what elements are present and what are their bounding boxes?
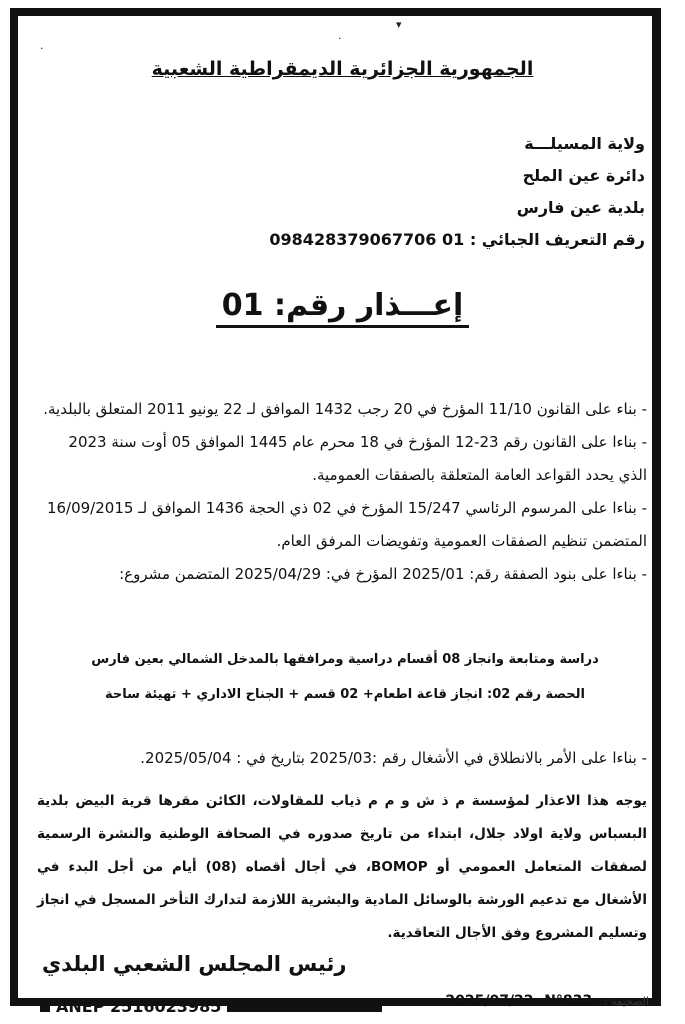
- footer-newspaper: [445, 993, 649, 1009]
- project-line-1: دراسة ومتابعة وانجاز 08 أقسام دراسية ومرافقها بالمدخل الشمالي بعين فارس: [91, 652, 599, 667]
- legal-paragraph: - بناءا على القانون رقم 23-12 المؤرخ في 18 محرم عام 1445 الموافق 05 أوت سنة 2023 الذي يحدد القواعد العامة المتعلقة بالصفقات العمومية.: [68, 433, 647, 484]
- tax-id-line: رقم التعريف الجبائي : 01 098428379067706: [269, 230, 645, 249]
- republic-heading: الجمهورية الجزائرية الديمقراطية الشعبية: [151, 58, 534, 80]
- notice-title-text: إعـــذار رقم: 01: [216, 288, 470, 328]
- footer-anep: [40, 995, 382, 1017]
- newspaper-label: الصحيفة :: [603, 994, 649, 1008]
- legal-paragraph: - بناءا على بنود الصفقة رقم: 2025/01 المؤرخ في: 2025/04/29 المتضمن مشروع:: [119, 565, 647, 583]
- signature-title: رئيس المجلس الشعبي البلدي: [42, 952, 347, 976]
- footer-bar-mark: [40, 1000, 50, 1012]
- administration-block: [269, 128, 645, 256]
- legal-basis: [37, 393, 647, 591]
- commune-line: بلدية عين فارس: [516, 198, 645, 217]
- notice-main-text: يوجه هذا الاعذار لمؤسسة م ذ ش و م م ذياب للمقاولات، الكائن مقرها قرية البيض بلدية البسباس ولاية اولاد جلال، ابتداء من تاريخ صدوره في الصحافة الوطنية والنشرة الرسمية لصفقات المتعامل العمومي أو BOMOP، في أجال أقصاه (08) أيام من أجل البدء في الأشغال مع تدعيم الورشة بالوسائل المادية والبشرية اللازمة لتدارك التأخر المسجل في انجاز وتسليم المشروع وفق الأجال التعاقدية.: [37, 793, 647, 941]
- notice-title: [0, 288, 685, 323]
- daira-line: دائرة عين الملح: [522, 166, 645, 185]
- scan-speck: ·: [338, 32, 342, 45]
- scan-speck: ▾: [396, 18, 402, 31]
- anep-reference: ANEP 2516023985: [56, 996, 222, 1016]
- legal-paragraph: - بناءا على المرسوم الرئاسي 15/247 المؤرخ في 02 ذي الحجة 1436 الموافق لـ 16/09/2015 المتضمن تنظيم الصفقات العمومية وتفويضات المرفق العام.: [46, 499, 647, 550]
- wilaya-line: ولاية المسيلـــة: [524, 134, 645, 153]
- legal-paragraph: - بناء على القانون 11/10 المؤرخ في 20 رجب 1432 الموافق لـ 22 يونيو 2011 المتعلق بالبلدية.: [43, 400, 647, 418]
- scan-speck: ·: [40, 42, 44, 55]
- project-line-2: الحصة رقم 02: انجاز قاعة اطعام+ 02 قسم + الجناح الاداري + تهيئة ساحة: [105, 687, 585, 702]
- footer-rule: [227, 1001, 382, 1012]
- newspaper-issue: 2025/07/22 -N°833-: [445, 993, 598, 1009]
- order-paragraph: - بناءا على الأمر بالانطلاق في الأشغال رقم :2025/03 بتاريخ في : 2025/05/04.: [140, 749, 647, 767]
